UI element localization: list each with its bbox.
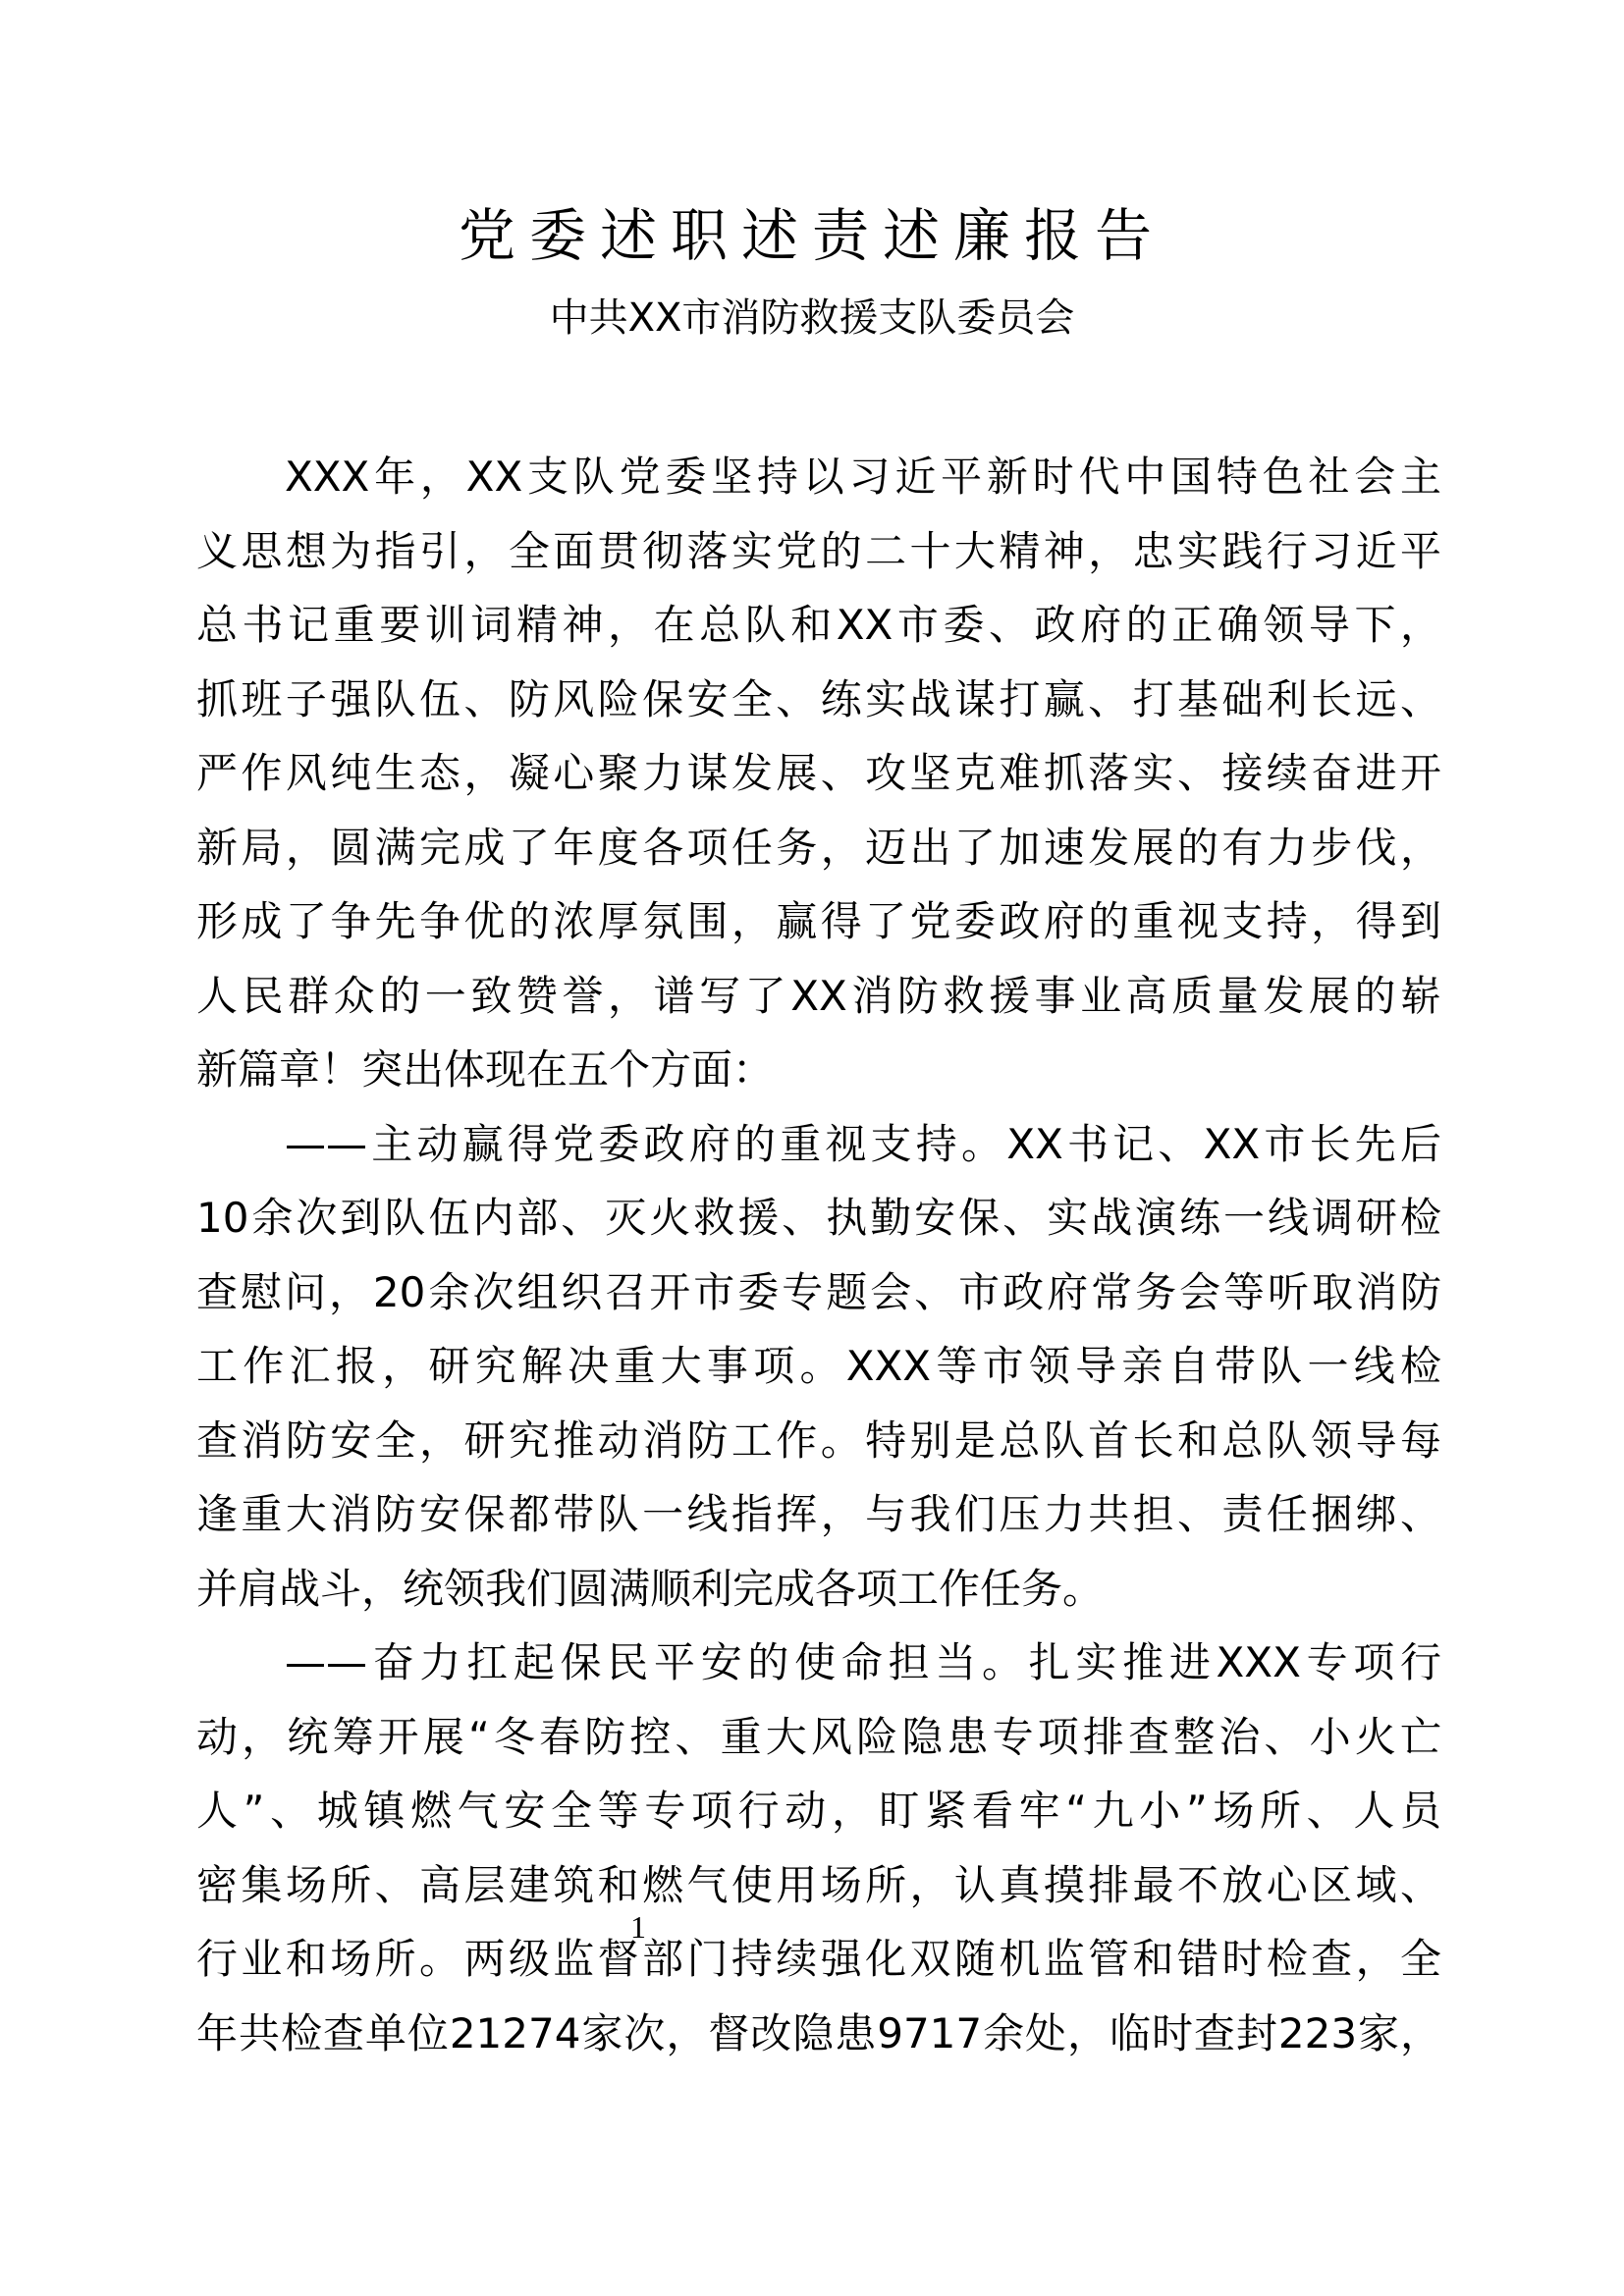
paragraph-line: 密集场所、高层建筑和燃气使用场所，认真摸排最不放心区域、 (196, 1860, 1441, 1909)
document-subtitle: 中共XX市消防救援支队委员会 (549, 295, 1075, 341)
paragraph-line: 人”、城镇燃气安全等专项行动，盯紧看牢“九小”场所、人员 (196, 1787, 1441, 1835)
page-number: 1 (630, 1909, 646, 1945)
document-body (196, 440, 1441, 2070)
paragraph-line: 动，统筹开展“冬春防控、重大风险隐患专项排查整治、小火亡 (196, 1712, 1441, 1761)
paragraph-line: 形成了争先争优的浓厚氛围，赢得了党委政府的重视支持，得到 (196, 897, 1441, 945)
paragraph-line: XXX年，XX支队党委坚持以习近平新时代中国特色社会主 (285, 453, 1441, 501)
paragraph-line: 查慰问，20余次组织召开市委专题会、市政府常务会等听取消防 (196, 1267, 1441, 1316)
paragraph-line: 并肩战斗，统领我们圆满顺利完成各项工作任务。 (196, 1564, 1105, 1613)
paragraph-line: 新局，圆满完成了年度各项任务，迈出了加速发展的有力步伐， (196, 823, 1441, 872)
paragraph-line: 查消防安全，研究推动消防工作。特别是总队首长和总队领导每 (196, 1415, 1441, 1465)
paragraph-line: 年共检查单位21274家次，督改隐患9717余处，临时查封223家， (196, 2008, 1441, 2057)
paragraph-line: 工作汇报，研究解决重大事项。XXX等市领导亲自带队一线检 (196, 1342, 1441, 1390)
document-title: 党委述职述责述廉报告 (458, 202, 1165, 269)
paragraph-line: 严作风纯生态，凝心聚力谋发展、攻坚克难抓落实、接续奋进开 (196, 749, 1441, 797)
paragraph-line: 总书记重要训词精神，在总队和XX市委、政府的正确领导下， (196, 601, 1441, 649)
paragraph-line: ——主动赢得党委政府的重视支持。XX书记、XX市长先后 (285, 1119, 1441, 1168)
paragraph-line: ——奋力扛起保民平安的使命担当。扎实推进XXX专项行 (285, 1638, 1441, 1686)
paragraph-line: 新篇章！突出体现在五个方面： (196, 1045, 775, 1094)
paragraph-line: 逢重大消防安保都带队一线指挥，与我们压力共担、责任捆绑、 (196, 1490, 1441, 1538)
paragraph-line: 人民群众的一致赞誉，谱写了XX消防救援事业高质量发展的崭 (196, 971, 1441, 1020)
paragraph-line: 抓班子强队伍、防风险保安全、练实战谋打赢、打基础利长远、 (196, 674, 1441, 723)
paragraph-line: 10余次到队伍内部、灭火救援、执勤安保、实战演练一线调研检 (196, 1194, 1441, 1242)
paragraph-line: 行业和场所。两级监督部门持续强化双随机监管和错时检查，全 (196, 1935, 1441, 1983)
paragraph-line: 义思想为指引，全面贯彻落实党的二十大精神，忠实践行习近平 (196, 526, 1441, 575)
